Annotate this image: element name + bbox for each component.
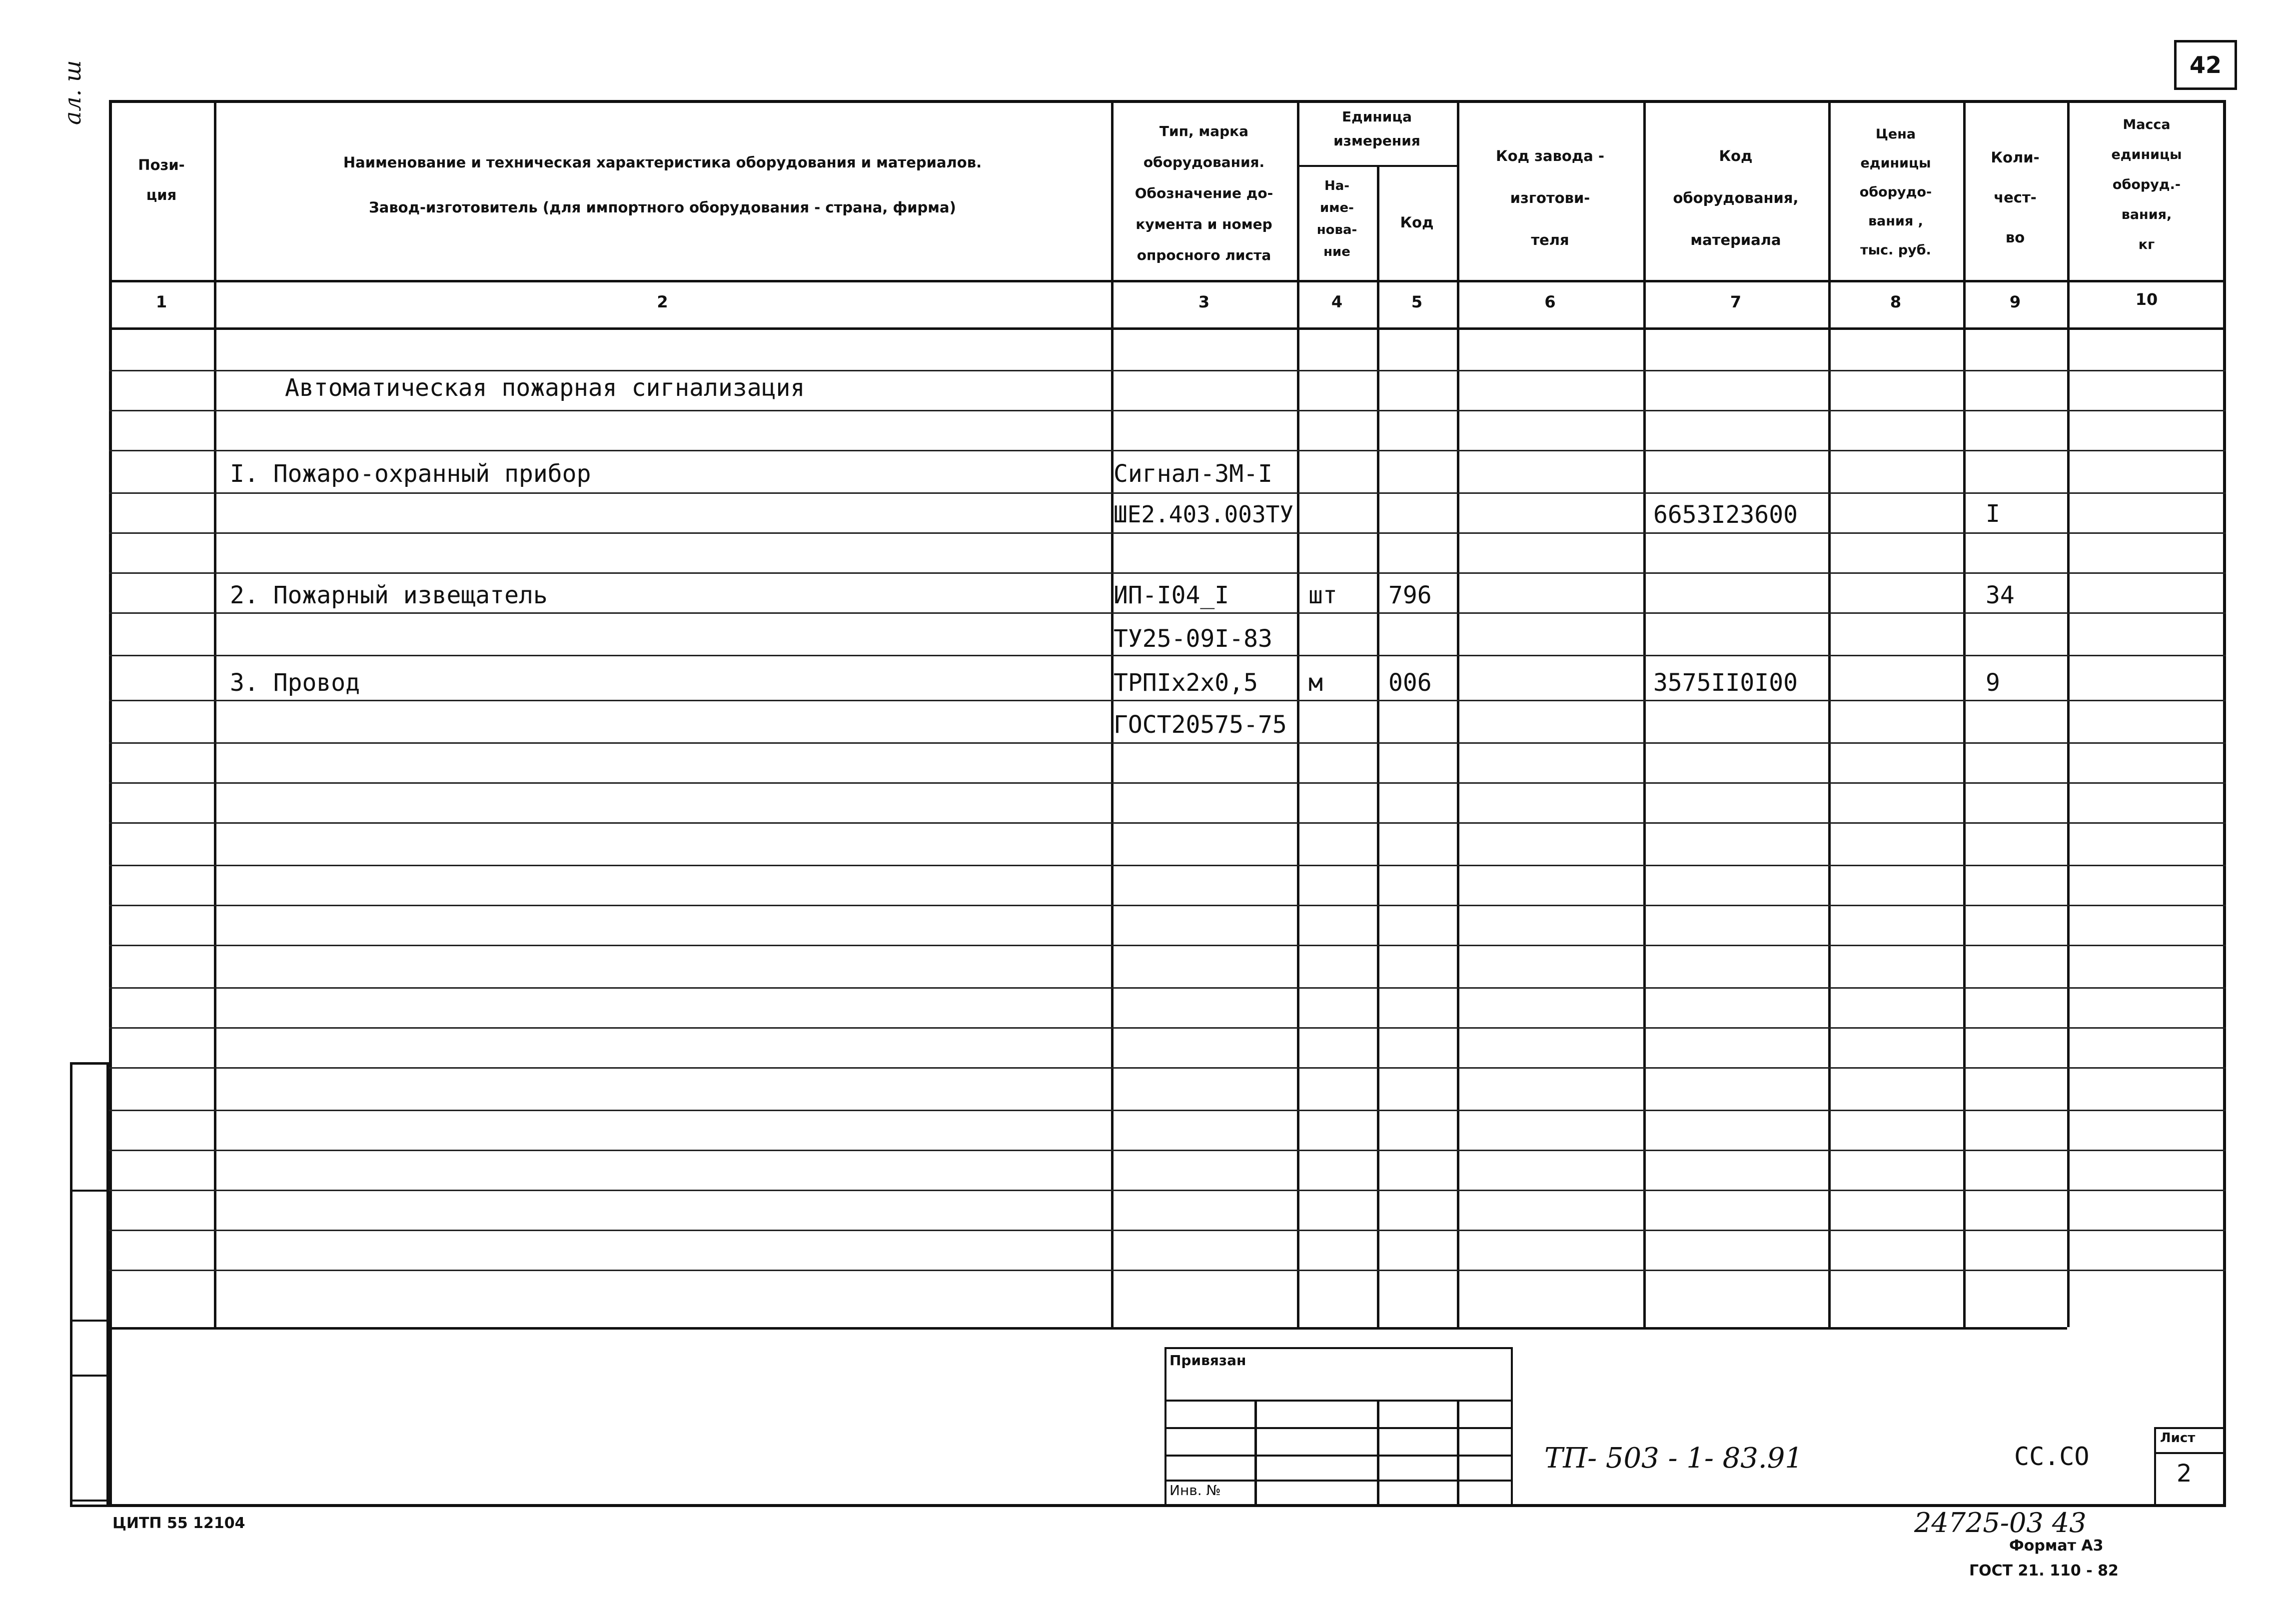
header-name-line2: Завод-изготовитель (для импортного оборудования - страна, фирма) [369, 199, 956, 216]
table-row-4-type: ТУ25-09I-83 [1114, 625, 1272, 653]
table-row-1-type: Сигнал-3М-I [1114, 460, 1272, 488]
header-type: Тип, марка оборудования. Обозначение до- кумента и номер опросного листа [1135, 123, 1273, 263]
side-note-text: ал. ш [59, 60, 86, 125]
column-number-2: 2 [657, 292, 668, 311]
header-position: Пози- ция [138, 156, 185, 203]
column-number-5: 5 [1411, 292, 1423, 311]
table-row-5-qty: 9 [1986, 669, 2000, 697]
header-name-line1: Наименование и техническая характеристика оборудования и материалов. [343, 154, 982, 171]
header-unit-price: Цена единицы оборудо- вания , тыс. руб. [1859, 126, 1932, 258]
table-row-5-equip-code: 3575II0I00 [1653, 669, 1798, 697]
margin-stamp-strip [70, 1062, 109, 1507]
bound-label: Привязан [1169, 1352, 1246, 1369]
column-number-3: 3 [1198, 292, 1210, 311]
format-label: Формат А3 [2009, 1537, 2104, 1555]
document-code: ТП- 503 - 1- 83.91 [1544, 1442, 1803, 1475]
header-equipment-code: Код оборудования, материала [1673, 147, 1799, 248]
table-row-3-qty: 34 [1986, 581, 2015, 609]
table-row-5-name: 3. Провод [230, 669, 360, 697]
table-row-5-type: ТРПIх2х0,5 [1114, 669, 1258, 697]
table-row-1-name: I. Пожаро-охранный прибор [230, 460, 591, 488]
table-row-2-equip-code: 6653I23600 [1653, 501, 1798, 529]
table-row-6-type: ГОСТ20575-75 [1114, 711, 1287, 739]
column-number-6: 6 [1544, 292, 1556, 311]
section-heading: Автоматическая пожарная сигнализация [285, 374, 805, 402]
sheet-value: 2 [2177, 1460, 2192, 1488]
column-number-1: 1 [155, 292, 167, 311]
header-unit-group: Единица измерения [1333, 108, 1420, 149]
table-row-2-qty: I [1986, 500, 2000, 528]
sheet-number-box [2174, 40, 2237, 90]
table-row-5-unit: м [1308, 669, 1323, 697]
specification-table [109, 100, 2226, 1335]
printer-mark: ЦИТП 55 12104 [112, 1515, 245, 1532]
column-number-9: 9 [2009, 292, 2021, 311]
gost-standard: ГОСТ 21. 110 - 82 [1969, 1562, 2119, 1580]
table-row-3-type: ИП-I04_I [1114, 581, 1229, 609]
column-number-4: 4 [1331, 292, 1343, 311]
header-factory-code: Код завода - изготови- теля [1496, 147, 1604, 248]
sheet-number: 42 [2189, 51, 2222, 78]
header-unit-mass: Масса единицы оборуд.- вания, кг [2111, 117, 2182, 252]
document-mark: СС.СО [2014, 1442, 2090, 1471]
handwritten-number: 24725-03 43 [1914, 1507, 2087, 1539]
table-row-3-unit: шт [1308, 581, 1337, 609]
table-row-2-type: ШЕ2.403.003ТУ [1114, 501, 1294, 528]
header-unit-code: Код [1400, 214, 1434, 231]
column-number-8: 8 [1890, 292, 1902, 311]
side-note [59, 25, 86, 125]
sheet-label: Лист [2160, 1431, 2196, 1446]
table-row-3-name: 2. Пожарный извещатель [230, 581, 548, 609]
column-number-7: 7 [1730, 292, 1742, 311]
header-unit-name: На- име- нова- ние [1316, 178, 1357, 259]
header-quantity: Коли- чест- во [1991, 149, 2040, 246]
table-row-3-code: 796 [1388, 581, 1432, 609]
table-row-5-code: 006 [1388, 669, 1432, 697]
column-number-10: 10 [2135, 290, 2158, 309]
inventory-number-label: Инв. № [1169, 1482, 1221, 1499]
